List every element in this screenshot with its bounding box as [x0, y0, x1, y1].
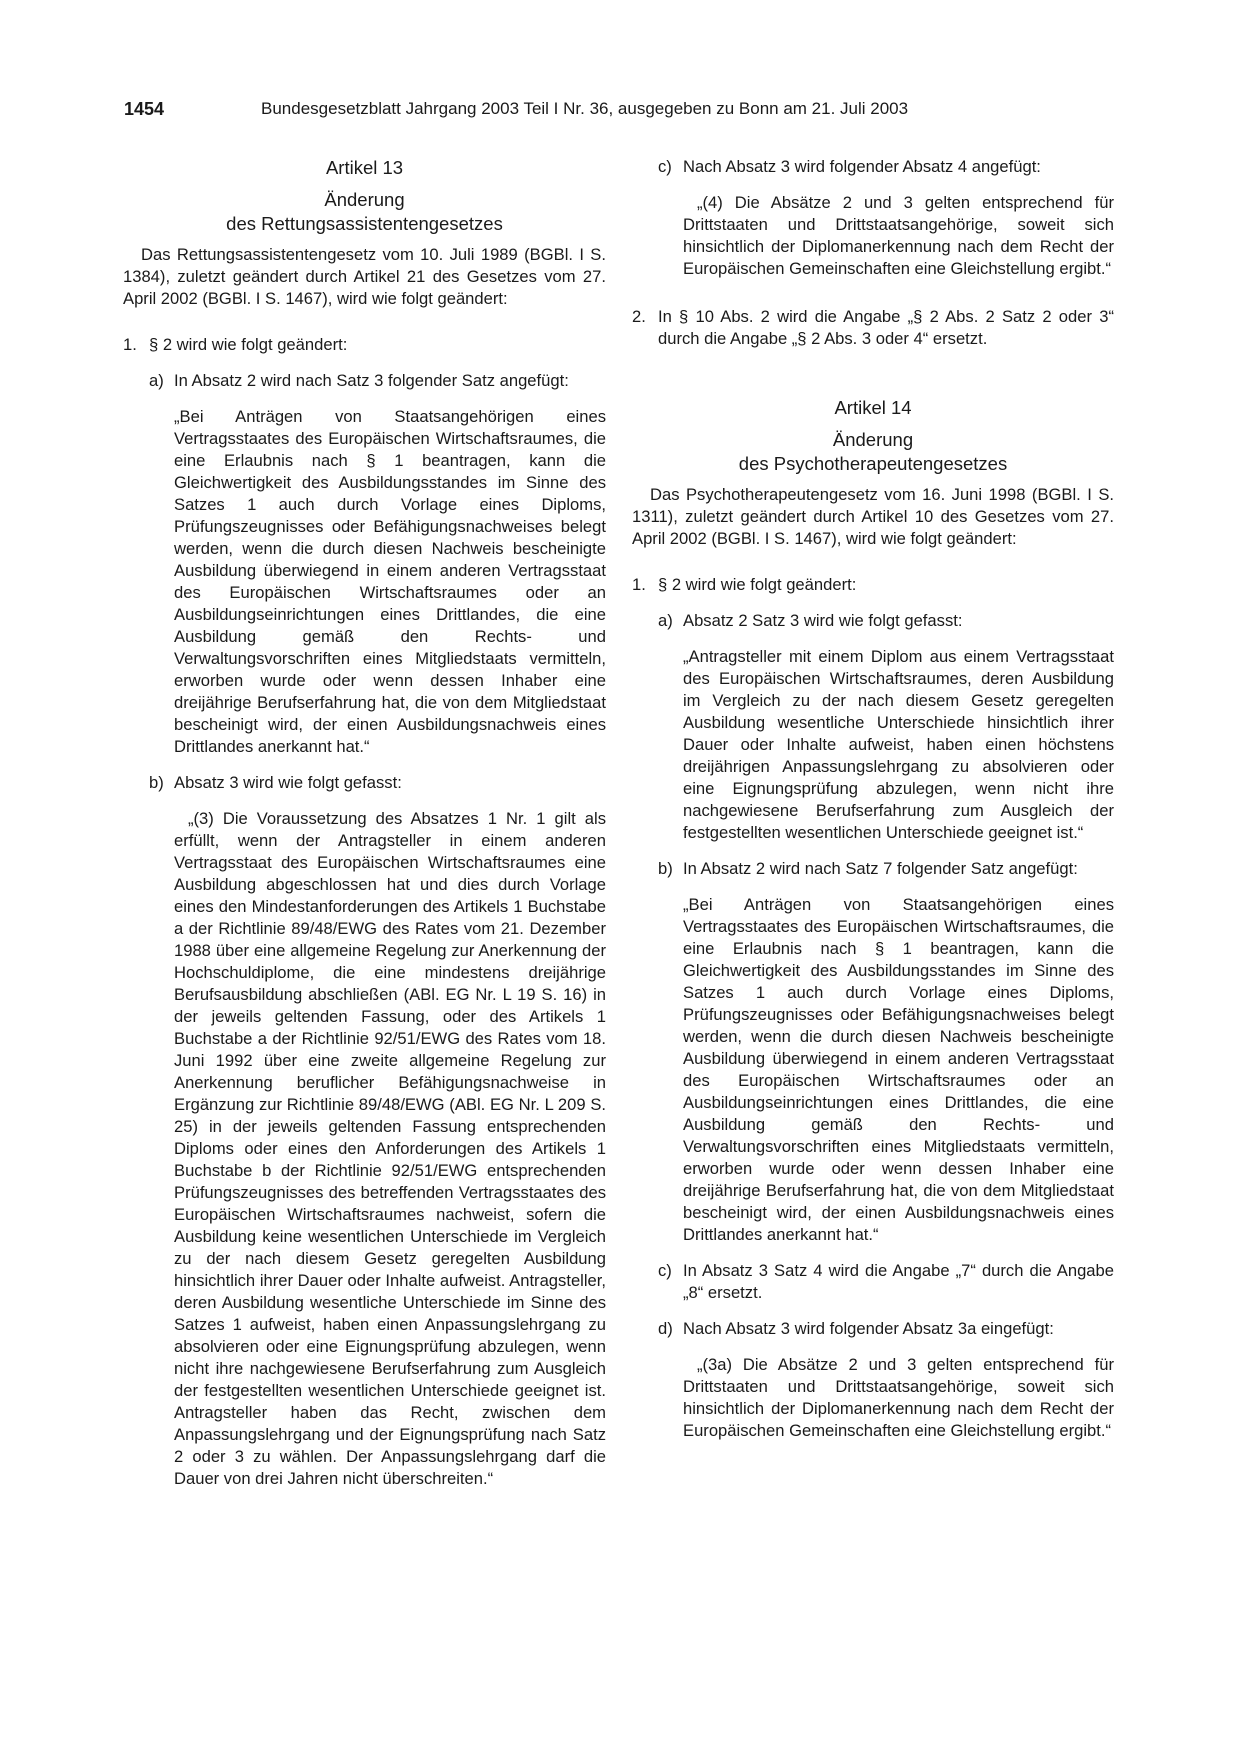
sub-marker: c)	[658, 1261, 672, 1280]
sub-marker: a)	[658, 611, 673, 630]
article-14-item-1d-quote: „(3a) Die Absätze 2 und 3 gelten entsprechend für Drittstaaten und Drittstaatsangehörige, soweit sich hinsichtlich der Diplomanerkennung nach dem Recht der Europäischen Gemeinschaften eine Gleichstellung ergibt.“	[683, 1355, 1114, 1440]
sub-marker: b)	[658, 859, 673, 878]
left-column	[123, 156, 606, 1490]
article-13-item-1	[123, 334, 606, 356]
page-header	[124, 99, 1114, 129]
article-13-item-1c-quote: „(4) Die Absätze 2 und 3 gelten entsprechend für Drittstaaten und Drittstaatsangehörige, soweit sich hinsichtlich der Diplomanerkennung nach dem Recht der Europäischen Gemeinschaften eine Gleichstellung ergibt.“	[683, 193, 1114, 278]
article-13-item-2	[632, 306, 1114, 350]
article-13-intro: Das Rettungsassistentengesetz vom 10. Juli 1989 (BGBl. I S. 1384), zuletzt geändert durch Artikel 21 des Gesetzes vom 27. April 2002 (BGBl. I S. 1467), wird wie folgt geändert:	[123, 245, 606, 308]
article-14-item-1d	[632, 1318, 1114, 1340]
item-text: In § 10 Abs. 2 wird die Angabe „§ 2 Abs. 2 Satz 2 oder 3“ durch die Angabe „§ 2 Abs. 3 oder 4“ ersetzt.	[658, 307, 1114, 348]
sub-text: In Absatz 2 wird nach Satz 3 folgender Satz angefügt:	[174, 371, 569, 390]
article-13-subtitle-line1: Änderung	[324, 189, 405, 210]
article-14-subtitle	[632, 428, 1114, 476]
item-marker: 1.	[632, 575, 646, 594]
article-13-subtitle	[123, 188, 606, 236]
article-14-item-1b	[632, 858, 1114, 880]
sub-marker: c)	[658, 157, 672, 176]
running-title: Bundesgesetzblatt Jahrgang 2003 Teil I Nr. 36, ausgegeben zu Bonn am 21. Juli 2003	[261, 99, 909, 118]
article-13-subtitle-line2: des Rettungsassistentengesetzes	[226, 213, 503, 234]
article-14-item-1a	[632, 610, 1114, 632]
article-14-subtitle-line1: Änderung	[832, 429, 914, 450]
sub-marker: b)	[149, 773, 164, 792]
item-text: § 2 wird wie folgt geändert:	[149, 335, 348, 354]
article-13-title: Artikel 13	[325, 157, 404, 178]
article-14-item-1b-quote: „Bei Anträgen von Staatsangehörigen eines Vertragsstaates des Europäischen Wirtschaftsraumes, die eine Erlaubnis nach § 1 beantragen, kann die Gleichwertigkeit des Ausbildungsstandes im Sinne des Satzes 1 auch durch Vorlage eines Diploms, Prüfungszeugnisses oder Befähigungsnachweises belegt werden, wenn die durch diesen Nachweis bescheinigte Ausbildung überwiegend in einem anderen Vertragsstaat des Europäischen Wirtschaftsraumes oder an Ausbildungseinrichtungen eines Drittlandes, die eine Ausbildung gemäß den Rechts- und Verwaltungsvorschriften eines Mitgliedstaats vermitteln, erworben wurde oder wenn dessen Inhaber eine dreijährige Berufserfahrung hat, die von dem Mitgliedstaat bescheinigt wird, der einen Ausbildungsnachweis eines Drittlandes anerkannt hat.“	[683, 895, 1114, 1244]
sub-marker: d)	[658, 1319, 673, 1338]
article-13-item-1a-quote: „Bei Anträgen von Staatsangehörigen eines Vertragsstaates des Europäischen Wirtschaftsraumes, die eine Erlaubnis nach § 1 beantragen, kann die Gleichwertigkeit des Ausbildungsstandes im Sinne des Satzes 1 auch durch Vorlage eines Diploms, Prüfungszeugnisses oder Befähigungsnachweises belegt werden, wenn die durch diesen Nachweis bescheinigte Ausbildung überwiegend in einem anderen Vertragsstaat des Europäischen Wirtschaftsraumes oder an Ausbildungseinrichtungen eines Drittlandes, die eine Ausbildung gemäß den Rechts- und Verwaltungsvorschriften eines Mitgliedstaats vermitteln, erworben wurde oder wenn dessen Inhaber eine dreijährige Berufserfahrung hat, die von dem Mitgliedstaat bescheinigt wird, der einen Ausbildungsnachweis eines Drittlandes anerkannt hat.“	[174, 407, 606, 756]
article-13-item-1a	[123, 370, 606, 392]
right-column	[632, 156, 1114, 1442]
article-14-item-1c	[632, 1260, 1114, 1304]
sub-text: Nach Absatz 3 wird folgender Absatz 3a eingefügt:	[683, 1319, 1054, 1338]
article-14-subtitle-line2: des Psychotherapeutengesetzes	[738, 453, 1008, 474]
sub-text: In Absatz 3 Satz 4 wird die Angabe „7“ durch die Angabe „8“ ersetzt.	[683, 1261, 1114, 1302]
sub-text: Nach Absatz 3 wird folgender Absatz 4 angefügt:	[683, 157, 1041, 176]
article-13-item-1b	[123, 772, 606, 794]
page-number: 1454	[124, 99, 165, 119]
sub-text: Absatz 2 Satz 3 wird wie folgt gefasst:	[683, 611, 963, 630]
article-13-item-1b-quote: „(3) Die Voraussetzung des Absatzes 1 Nr. 1 gilt als erfüllt, wenn der Antragsteller in einem anderen Vertragsstaat des Europäischen Wirtschaftsraumes eine Ausbildung abgeschlossen hat und dies durch Vorlage eines den Mindestanforderungen des Artikels 1 Buchstabe a der Richtlinie 89/48/EWG des Rates vom 21. Dezember 1988 über eine allgemeine Regelung zur Anerkennung der Hochschuldiplome, die eine mindestens dreijährige Berufsausbildung abschließen (ABl. EG Nr. L 19 S. 16) in der jeweils geltenden Fassung, oder des Artikels 1 Buchstabe a der Richtlinie 92/51/EWG des Rates vom 18. Juni 1992 über eine zweite allgemeine Regelung zur Anerkennung beruflicher Befähigungsnachweise in Ergänzung zur Richtlinie 89/48/EWG (ABl. EG Nr. L 209 S. 25) in der jeweils geltenden Fassung entsprechenden Diploms oder eines den Anforderungen des Artikels 1 Buchstabe b der Richtlinie 92/51/EWG entsprechenden Prüfungszeugnisses des betreffenden Vertragsstaates des Europäischen Wirtschaftsraumes nachweist, sofern die Ausbildung keine wesentlichen Unterschiede im Vergleich zu der nach diesem Gesetz geregelten Ausbildung hinsichtlich ihrer Dauer oder Inhalte aufweist. Antragsteller, deren Ausbildung wesentliche Unterschiede im Sinne des Satzes 1 aufweist, haben einen Anpassungslehrgang zu absolvieren oder eine Eignungsprüfung abzulegen, wenn nicht ihre nachgewiesene Berufserfahrung zum Ausgleich der festgestellten wesentlichen Unterschiede geeignet ist. Antragsteller haben das Recht, zwischen dem Anpassungslehrgang und der Eignungsprüfung nach Satz 2 oder 3 zu wählen. Der Anpassungslehrgang darf die Dauer von drei Jahren nicht überschreiten.“	[174, 809, 606, 1488]
sub-text: In Absatz 2 wird nach Satz 7 folgender Satz angefügt:	[683, 859, 1078, 878]
article-14-item-1a-quote: „Antragsteller mit einem Diplom aus einem Vertragsstaat des Europäischen Wirtschaftsraumes, deren Ausbildung im Vergleich zu der nach diesem Gesetz geregelten Ausbildung wesentliche Unterschiede hinsichtlich ihrer Dauer oder Inhalte aufweist, haben einen höchstens dreijährigen Anpassungslehrgang zu absolvieren oder eine Eignungsprüfung abzulegen, wenn nicht ihre nachgewiesene Berufserfahrung zum Ausgleich der festgestellten wesentlichen Unterschiede geeignet ist.“	[683, 647, 1114, 842]
sub-marker: a)	[149, 371, 164, 390]
article-13-item-1c	[632, 156, 1114, 178]
item-marker: 1.	[123, 335, 137, 354]
article-14-intro: Das Psychotherapeutengesetz vom 16. Juni 1998 (BGBl. I S. 1311), zuletzt geändert durch Artikel 10 des Gesetzes vom 27. April 2002 (BGBl. I S. 1467), wird wie folgt geändert:	[632, 485, 1114, 548]
article-14-item-1	[632, 574, 1114, 596]
sub-text: Absatz 3 wird wie folgt gefasst:	[174, 773, 402, 792]
article-14-title: Artikel 14	[834, 397, 912, 418]
item-text: § 2 wird wie folgt geändert:	[658, 575, 857, 594]
item-marker: 2.	[632, 307, 646, 326]
